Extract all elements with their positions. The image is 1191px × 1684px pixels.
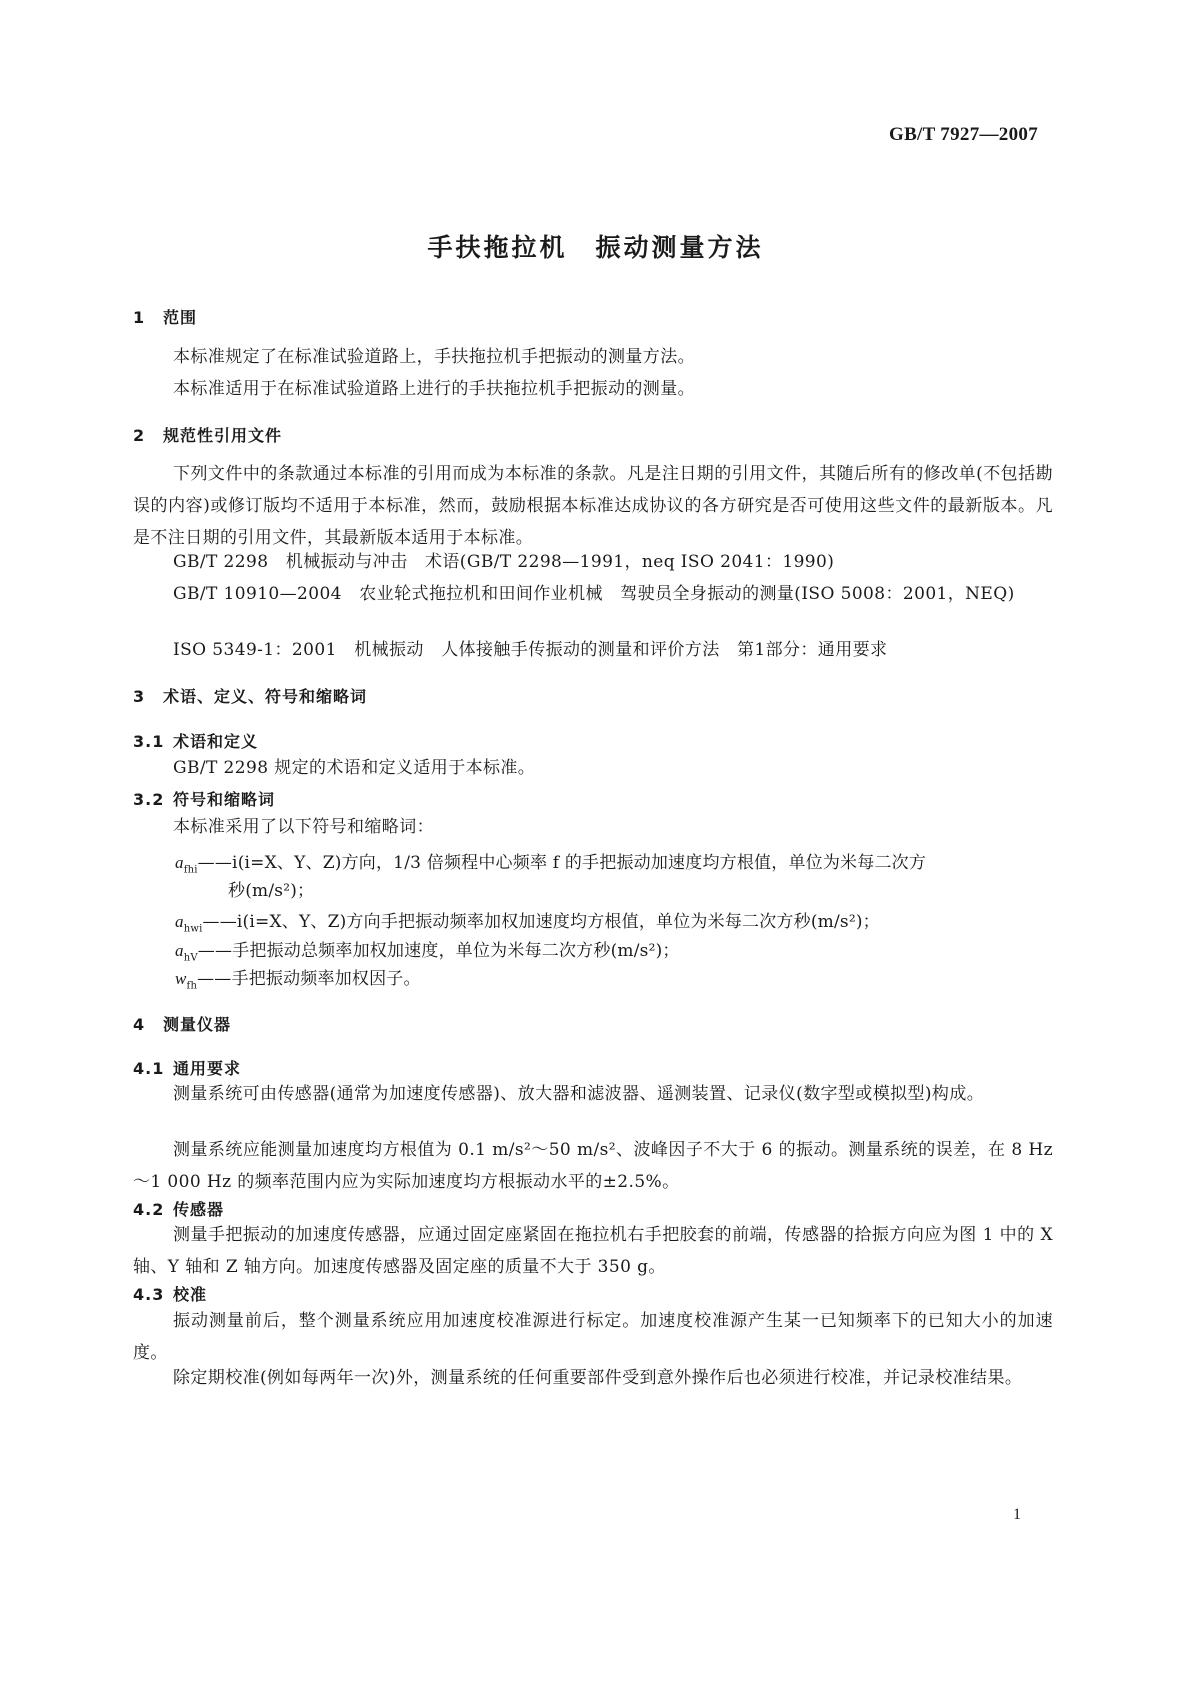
document-title: 手扶拖拉机 振动测量方法: [427, 233, 764, 262]
section-number: 3.1: [133, 732, 165, 751]
symbol-entry: [175, 907, 880, 934]
section-3-heading: [133, 684, 367, 707]
symbol: w: [175, 969, 187, 988]
section-title: 传感器: [173, 1200, 225, 1219]
symbol-subscript: fh: [186, 980, 198, 992]
requirements-paragraph-1: 测量系统可由传感器(通常为加速度传感器)、放大器和滤波器、遥测装置、记录仪(数字型或模拟型)构成。: [173, 1084, 985, 1104]
section-number: 2: [133, 426, 146, 445]
calibration-paragraph-2: 除定期校准(例如每两年一次)外，测量系统的任何重要部件受到意外操作后也必须进行校准，并记录校准结果。: [173, 1368, 1023, 1388]
reference-item-3: ISO 5349-1：2001 机械振动 人体接触手传振动的测量和评价方法 第1部分：通用要求: [173, 640, 888, 660]
symbol-entry: [175, 964, 421, 991]
section-number: 4: [133, 1015, 146, 1034]
reference-item-1: GB/T 2298 机械振动与冲击 术语(GB/T 2298—1991，neq ISO 2041：1990): [173, 552, 835, 572]
section-1-heading: [133, 305, 197, 328]
standard-number: GB/T 7927—2007: [888, 124, 1038, 145]
symbol-subscript: hV: [183, 952, 198, 964]
section-number: 4.3: [133, 1285, 165, 1304]
section-title: 范围: [163, 308, 198, 327]
symbol-description: ——i(i=X、Y、Z)方向手把振动频率加权加速度均方根值，单位为米每二次方秒(m/s²)；: [202, 912, 880, 932]
section-number: 3: [133, 687, 146, 706]
requirements-paragraph-2: 测量系统应能测量加速度均方根值为 0.1 m/s²～50 m/s²、波峰因子不大于 6 的振动。测量系统的误差，在 8 Hz ～1 000 Hz 的频率范围内应为实际加速度均方根振动水平的±2.5%。: [133, 1140, 1053, 1192]
section-3-2-heading: [133, 787, 275, 810]
section-title: 测量仪器: [163, 1015, 232, 1034]
section-title: 通用要求: [173, 1059, 242, 1078]
section-title: 规范性引用文件: [163, 426, 283, 445]
section-number: 3.2: [133, 790, 165, 809]
symbol-entry: [175, 936, 680, 963]
symbol-description: ——手把振动频率加权因子。: [197, 969, 421, 989]
section-title: 符号和缩略词: [173, 790, 276, 809]
symbol-description: ——i(i=X、Y、Z)方向，1/3 倍频程中心频率 f 的手把振动加速度均方根值，单位为米每二次方: [197, 853, 927, 873]
symbol: a: [175, 912, 184, 931]
section-3-1-heading: [133, 729, 258, 752]
section-4-3-heading: [133, 1282, 207, 1305]
sensor-paragraph: 测量手把振动的加速度传感器，应通过固定座紧固在拖拉机右手把胶套的前端，传感器的拾振方向应为图 1 中的 X 轴、Y 轴和 Z 轴方向。加速度传感器及固定座的质量不大于 350 g。: [133, 1225, 1053, 1277]
terms-paragraph: GB/T 2298 规定的术语和定义适用于本标准。: [173, 758, 536, 778]
section-title: 术语、定义、符号和缩略词: [163, 687, 368, 706]
symbol-description: 秒(m/s²)；: [228, 881, 315, 901]
scope-paragraph-2: 本标准适用于在标准试验道路上进行的手扶拖拉机手把振动的测量。: [173, 379, 695, 399]
symbol-entry: [175, 848, 926, 875]
scope-paragraph-1: 本标准规定了在标准试验道路上，手扶拖拉机手把振动的测量方法。: [173, 347, 695, 367]
references-intro-paragraph: 下列文件中的条款通过本标准的引用而成为本标准的条款。凡是注日期的引用文件，其随后所有的修改单(不包括勘误的内容)或修订版均不适用于本标准，然而，鼓励根据本标准达成协议的各方研究是否可使用这些文件的最新版本。凡是不注日期的引用文件，其最新版本适用于本标准。: [133, 464, 1053, 548]
section-4-1-heading: [133, 1056, 241, 1079]
symbol-subscript: hwi: [183, 923, 203, 935]
symbol-description: ——手把振动总频率加权加速度，单位为米每二次方秒(m/s²)；: [197, 941, 680, 961]
symbols-intro: 本标准采用了以下符号和缩略词：: [173, 817, 434, 837]
section-2-heading: [133, 423, 282, 446]
section-number: 4.1: [133, 1059, 165, 1078]
symbol-entry-continuation: [228, 876, 314, 901]
section-number: 4.2: [133, 1200, 165, 1219]
symbol-subscript: fhi: [183, 864, 198, 876]
page-number: 1: [1013, 1506, 1021, 1523]
section-4-2-heading: [133, 1197, 224, 1220]
section-title: 术语和定义: [173, 732, 259, 751]
reference-item-2: GB/T 10910—2004 农业轮式拖拉机和田间作业机械 驾驶员全身振动的测量(ISO 5008：2001，NEQ): [173, 584, 1015, 604]
symbol: a: [175, 853, 184, 872]
section-title: 校准: [173, 1285, 208, 1304]
symbol: a: [175, 941, 184, 960]
section-4-heading: [133, 1012, 231, 1035]
section-number: 1: [133, 308, 146, 327]
calibration-paragraph-1: 振动测量前后，整个测量系统应用加速度校准源进行标定。加速度校准源产生某一已知频率下的已知大小的加速度。: [133, 1311, 1053, 1363]
